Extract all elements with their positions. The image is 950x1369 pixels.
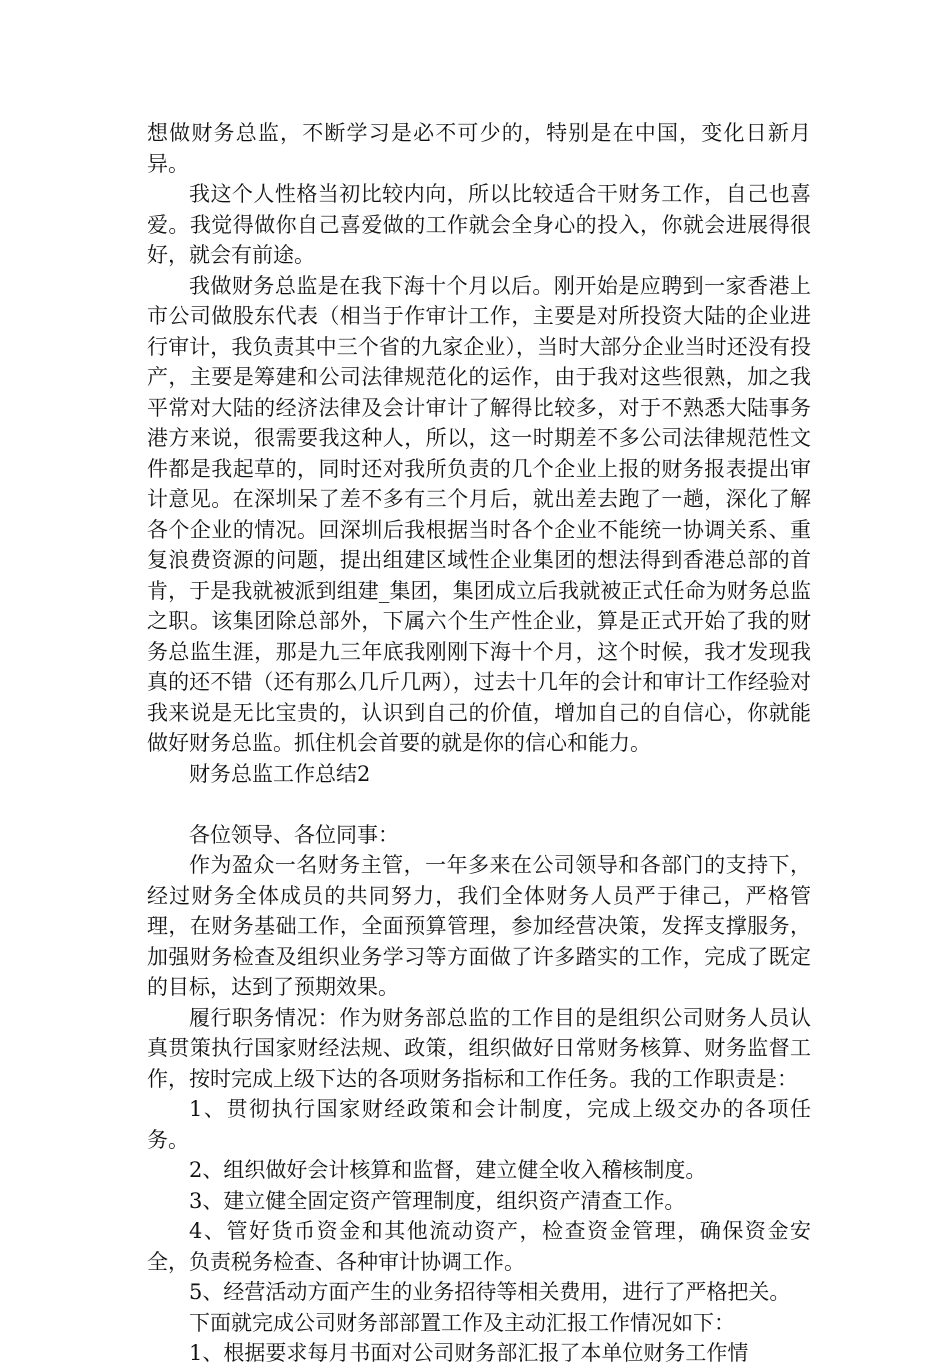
list-item-2: 2、组织做好会计核算和监督，建立健全收入稽核制度。 <box>189 1158 707 1182</box>
paragraph-2: 我这个人性格当初比较内向，所以比较适合干财务工作，自己也喜爱。我觉得做你自己喜爱做的工作就会全身心的投入，你就会进展得很好，就会有前途。 <box>147 182 811 267</box>
paragraph-intro: 作为盈众一名财务主管，一年多来在公司领导和各部门的支持下，经过财务全体成员的共同努力，我们全体财务人员严于律己，严格管理，在财务基础工作，全面预算管理，参加经营决策，发挥支撑服务，加强财务检查及组织业务学习等方面做了许多踏实的工作，完成了既定的目标，达到了预期效果。 <box>147 853 811 999</box>
report-item-1: 1、根据要求每月书面对公司财务部汇报了本单位财务工作情 <box>189 1341 749 1365</box>
paragraph-duties: 履行职务情况：作为财务部总监的工作目的是组织公司财务人员认真贯策执行国家财经法规、政策，组织做好日常财务核算、财务监督工作，按时完成上级下达的各项财务指标和工作任务。我的工作职责是： <box>147 1005 811 1091</box>
document-page <box>147 118 811 1369</box>
list-item-5: 5、经营活动方面产生的业务招待等相关费用，进行了严格把关。 <box>189 1280 791 1304</box>
paragraph-report-intro: 下面就完成公司财务部部置工作及主动汇报工作情况如下： <box>189 1310 735 1335</box>
paragraph-1: 想做财务总监，不断学习是必不可少的，特别是在中国，变化日新月异。 <box>147 121 811 176</box>
blank-line <box>147 789 811 820</box>
paragraph-3: 我做财务总监是在我下海十个月以后。刚开始是应聘到一家香港上市公司做股东代表（相当于作审计工作，主要是对所投资大陆的企业进行审计，我负责其中三个省的九家企业），当时大部分企业当时还没有投产，主要是筹建和公司法律规范化的运作，由于我对这些很熟，加之我平常对大陆的经济法律及会计审计了解得比较多，对于不熟悉大陆事务港方来说，很需要我这种人，所以，这一时期差不多公司法律规范性文件都是我起草的，同时还对我所负责的几个企业上报的财务报表提出审计意见。在深圳呆了差不多有三个月后，就出差去跑了一趟，深化了解各个企业的情况。回深圳后我根据当时各个企业不能统一协调关系、重复浪费资源的问题，提出组建区域性企业集团的想法得到香港总部的首肯，于是我就被派到组建_集团，集团成立后我就被正式任命为财务总监之职。该集团除总部外，下属六个生产性企业，算是正式开始了我的财务总监生涯，那是九三年底我刚刚下海十个月，这个时候，我才发现我真的还不错（还有那么几斤几两），过去十几年的会计和审计工作经验对我来说是无比宝贵的，认识到自己的价值，增加自己的自信心，你就能做好财务总监。抓住机会首要的就是你的信心和能力。 <box>147 273 811 755</box>
section-heading: 财务总监工作总结2 <box>189 761 371 786</box>
list-item-3: 3、建立健全固定资产管理制度，组织资产清查工作。 <box>189 1188 686 1213</box>
salutation: 各位领导、各位同事： <box>189 822 399 847</box>
list-item-1: 1、贯彻执行国家财经政策和会计制度，完成上级交办的各项任务。 <box>147 1097 811 1152</box>
list-item-4: 4、管好货币资金和其他流动资产，检查资金管理，确保资金安全，负责税务检查、各种审计协调工作。 <box>147 1219 811 1274</box>
